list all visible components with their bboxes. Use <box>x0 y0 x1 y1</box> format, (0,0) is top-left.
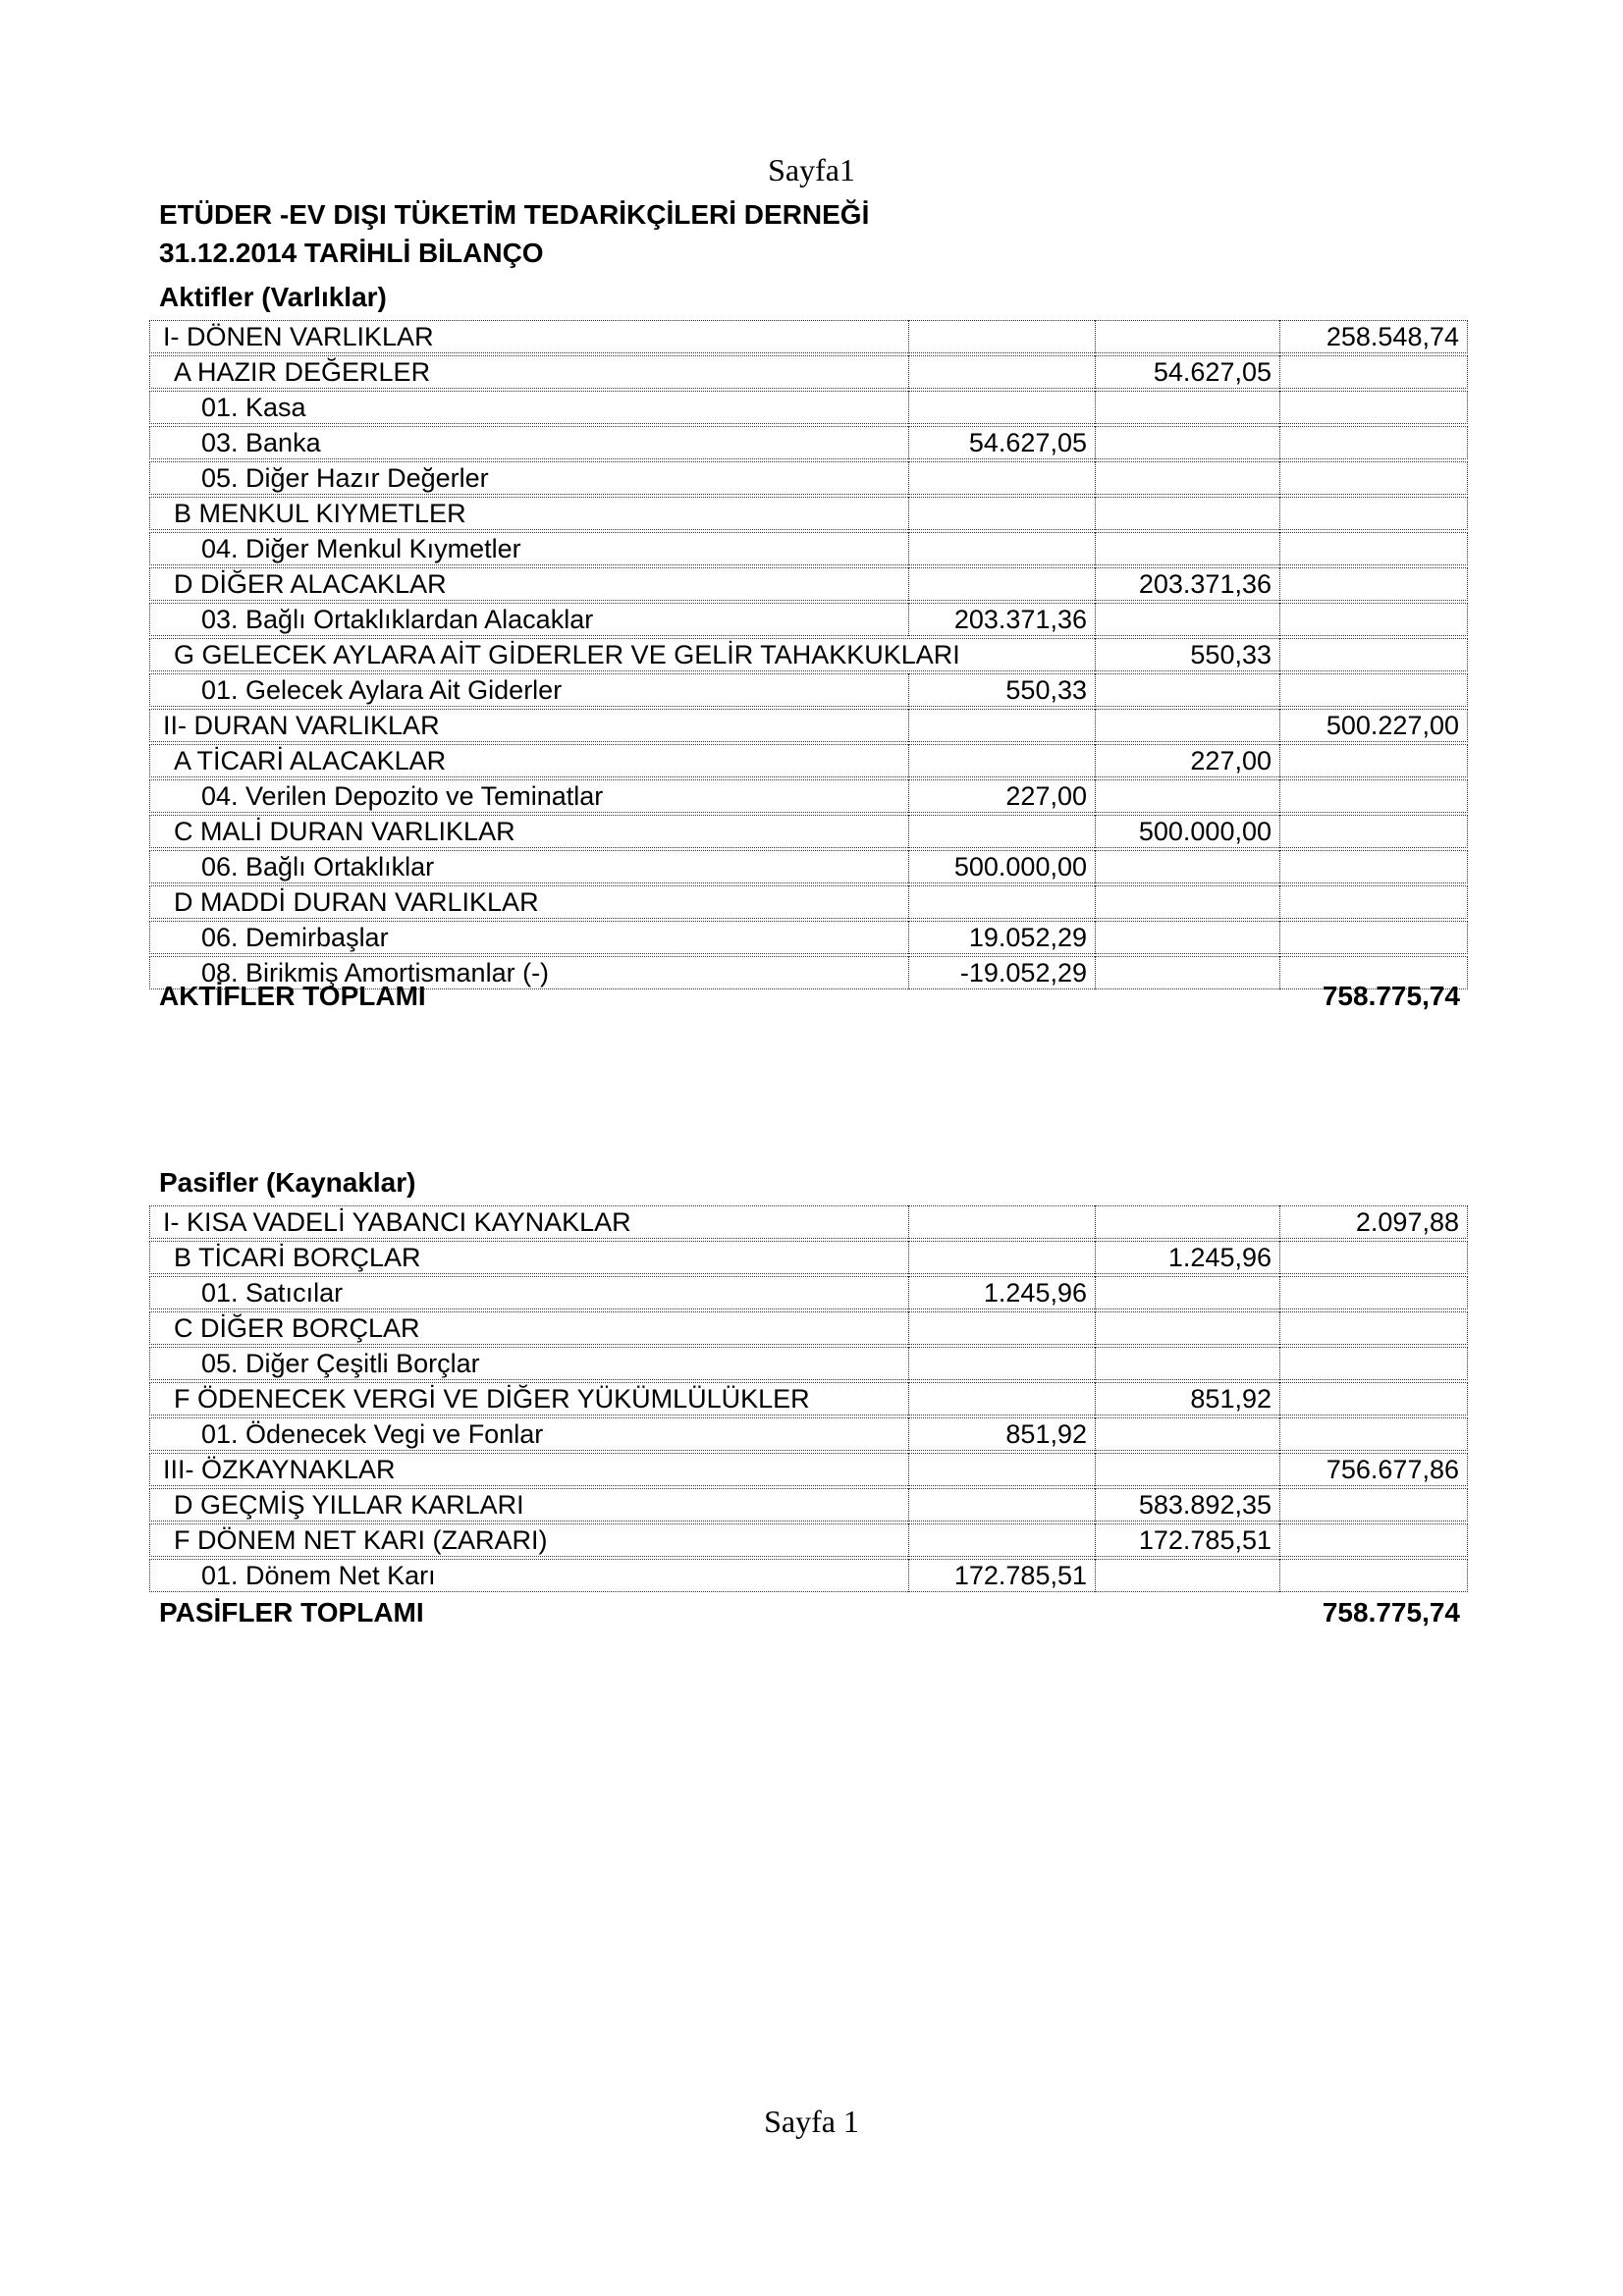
row-label: A TİCARİ ALACAKLAR <box>149 744 908 777</box>
row-label: 01. Gelecek Aylara Ait Giderler <box>149 673 908 707</box>
value-col1: 203.371,36 <box>908 603 1095 636</box>
value-col1: -19.052,29 <box>908 956 1095 989</box>
value-col2 <box>1095 921 1279 954</box>
value-col3: 2.097,88 <box>1279 1205 1468 1239</box>
value-col1 <box>908 567 1095 601</box>
value-col2 <box>1095 779 1279 813</box>
assets-total-label: AKTİFLER TOPLAMI <box>159 981 426 1011</box>
row-label: 03. Bağlı Ortaklıklardan Alacaklar <box>149 603 908 636</box>
table-row <box>149 1241 1468 1274</box>
value-col3 <box>1279 1488 1468 1522</box>
value-col2 <box>1095 1276 1279 1309</box>
row-label: 08. Birikmiş Amortismanlar (-) <box>149 956 908 989</box>
table-row <box>149 1559 1468 1592</box>
value-col1 <box>908 744 1095 777</box>
value-col1 <box>908 1523 1095 1557</box>
value-col3 <box>1279 885 1468 919</box>
value-col3 <box>1279 355 1468 389</box>
table-row <box>149 532 1468 565</box>
row-label: F DÖNEM NET KARI (ZARARI) <box>149 1523 908 1557</box>
value-col3 <box>1279 1417 1468 1451</box>
value-col3 <box>1279 461 1468 495</box>
row-label: 05. Diğer Çeşitli Borçlar <box>149 1347 908 1380</box>
row-label: 01. Dönem Net Karı <box>149 1559 908 1592</box>
value-col2 <box>1095 850 1279 883</box>
value-col1: 19.052,29 <box>908 921 1095 954</box>
value-col2 <box>1095 320 1279 353</box>
value-col1 <box>908 1488 1095 1522</box>
value-col1: 500.000,00 <box>908 850 1095 883</box>
value-col3 <box>1279 1241 1468 1274</box>
table-row <box>149 391 1468 424</box>
value-col3 <box>1279 567 1468 601</box>
value-col2: 172.785,51 <box>1095 1523 1279 1557</box>
assets-section-title: Aktifler (Varlıklar) <box>159 282 387 312</box>
value-col2 <box>1095 673 1279 707</box>
row-label: D DİĞER ALACAKLAR <box>149 567 908 601</box>
value-col3 <box>1279 1276 1468 1309</box>
value-col3 <box>1279 1347 1468 1380</box>
value-col3 <box>1279 1523 1468 1557</box>
table-row <box>149 603 1468 636</box>
table-row <box>149 461 1468 495</box>
value-col1 <box>908 815 1095 848</box>
value-col2: 1.245,96 <box>1095 1241 1279 1274</box>
value-col2: 203.371,36 <box>1095 567 1279 601</box>
table-row <box>149 815 1468 848</box>
value-col1 <box>908 1205 1095 1239</box>
page-number-footer: Sayfa 1 <box>764 2104 859 2139</box>
value-col3 <box>1279 391 1468 424</box>
liabilities-total-label: PASİFLER TOPLAMI <box>159 1597 424 1628</box>
table-row <box>149 1205 1468 1239</box>
value-col1: 172.785,51 <box>908 1559 1095 1592</box>
value-col2 <box>1095 885 1279 919</box>
value-col1: 54.627,05 <box>908 426 1095 459</box>
liabilities-table <box>149 1203 1468 1594</box>
value-col1 <box>908 1347 1095 1380</box>
value-col2 <box>1095 709 1279 742</box>
value-col3 <box>1279 744 1468 777</box>
table-row <box>149 885 1468 919</box>
assets-total-row <box>159 981 1460 1012</box>
value-col2: 550,33 <box>1095 638 1279 671</box>
value-col2 <box>1095 461 1279 495</box>
row-label: F ÖDENECEK VERGİ VE DİĞER YÜKÜMLÜLÜKLER <box>149 1382 908 1415</box>
value-col1 <box>908 1382 1095 1415</box>
value-col1: 851,92 <box>908 1417 1095 1451</box>
value-col1 <box>908 320 1095 353</box>
value-col1 <box>908 532 1095 565</box>
value-col3 <box>1279 779 1468 813</box>
value-col2 <box>1095 1347 1279 1380</box>
table-row <box>149 638 1468 671</box>
page-number-top: Sayfa1 <box>768 152 855 187</box>
table-row <box>149 1417 1468 1451</box>
value-col2: 227,00 <box>1095 744 1279 777</box>
value-col1 <box>908 1241 1095 1274</box>
row-label: 03. Banka <box>149 426 908 459</box>
value-col3 <box>1279 1559 1468 1592</box>
value-col1: 227,00 <box>908 779 1095 813</box>
value-col2: 583.892,35 <box>1095 1488 1279 1522</box>
value-col3: 500.227,00 <box>1279 709 1468 742</box>
row-label: B TİCARİ BORÇLAR <box>149 1241 908 1274</box>
value-col2 <box>1095 1453 1279 1486</box>
assets-table <box>149 318 1468 991</box>
row-label: III- ÖZKAYNAKLAR <box>149 1453 908 1486</box>
table-row <box>149 709 1468 742</box>
value-col3 <box>1279 1382 1468 1415</box>
value-col3 <box>1279 921 1468 954</box>
value-col1: 550,33 <box>908 673 1095 707</box>
table-row <box>149 1488 1468 1522</box>
row-label: D MADDİ DURAN VARLIKLAR <box>149 885 908 919</box>
value-col2: 54.627,05 <box>1095 355 1279 389</box>
table-row <box>149 1311 1468 1345</box>
table-row <box>149 1276 1468 1309</box>
table-row <box>149 355 1468 389</box>
organization-name: ETÜDER -EV DIŞI TÜKETİM TEDARİKÇİLERİ DERNEĞİ <box>159 199 870 230</box>
row-label: I- DÖNEN VARLIKLAR <box>149 320 908 353</box>
value-col2 <box>1095 1417 1279 1451</box>
value-col3 <box>1279 497 1468 530</box>
value-col2: 500.000,00 <box>1095 815 1279 848</box>
liabilities-total-row <box>159 1597 1460 1629</box>
table-row <box>149 497 1468 530</box>
value-col2: 851,92 <box>1095 1382 1279 1415</box>
value-col1 <box>908 1453 1095 1486</box>
value-col3 <box>1279 850 1468 883</box>
assets-table-body <box>149 320 1468 989</box>
value-col1 <box>908 355 1095 389</box>
table-row <box>149 779 1468 813</box>
value-col2 <box>1095 603 1279 636</box>
value-col1 <box>908 391 1095 424</box>
value-col3 <box>1279 815 1468 848</box>
row-label: II- DURAN VARLIKLAR <box>149 709 908 742</box>
row-label: C MALİ DURAN VARLIKLAR <box>149 815 908 848</box>
value-col3 <box>1279 1311 1468 1345</box>
liabilities-total-value: 758.775,74 <box>1322 1597 1460 1628</box>
value-col3 <box>1279 638 1468 671</box>
value-col2 <box>1095 1311 1279 1345</box>
value-col1: 1.245,96 <box>908 1276 1095 1309</box>
liabilities-section-title: Pasifler (Kaynaklar) <box>159 1167 416 1198</box>
liabilities-table-body <box>149 1205 1468 1592</box>
value-col2 <box>1095 532 1279 565</box>
value-col3: 756.677,86 <box>1279 1453 1468 1486</box>
table-row <box>149 1382 1468 1415</box>
row-label: B MENKUL KIYMETLER <box>149 497 908 530</box>
row-label: A HAZIR DEĞERLER <box>149 355 908 389</box>
assets-total-value: 758.775,74 <box>1322 981 1460 1011</box>
row-label: 04. Verilen Depozito ve Teminatlar <box>149 779 908 813</box>
row-label: 06. Demirbaşlar <box>149 921 908 954</box>
value-col2 <box>1095 426 1279 459</box>
table-row <box>149 1347 1468 1380</box>
table-row <box>149 921 1468 954</box>
table-row <box>149 744 1468 777</box>
row-label: 04. Diğer Menkul Kıymetler <box>149 532 908 565</box>
row-label: 06. Bağlı Ortaklıklar <box>149 850 908 883</box>
table-row <box>149 567 1468 601</box>
row-label: I- KISA VADELİ YABANCI KAYNAKLAR <box>149 1205 908 1239</box>
table-row <box>149 1523 1468 1557</box>
value-col1 <box>908 461 1095 495</box>
table-row <box>149 850 1468 883</box>
value-col1 <box>908 1311 1095 1345</box>
row-label: 01. Ödenecek Vegi ve Fonlar <box>149 1417 908 1451</box>
value-col1 <box>908 885 1095 919</box>
row-label: C DİĞER BORÇLAR <box>149 1311 908 1345</box>
value-col3 <box>1279 603 1468 636</box>
value-col2 <box>1095 497 1279 530</box>
table-row <box>149 1453 1468 1486</box>
value-col3 <box>1279 673 1468 707</box>
value-col1 <box>908 709 1095 742</box>
row-label: D GEÇMİŞ YILLAR KARLARI <box>149 1488 908 1522</box>
value-col2 <box>1095 1205 1279 1239</box>
table-row <box>149 673 1468 707</box>
row-label: G GELECEK AYLARA AİT GİDERLER VE GELİR TAHAKKUKLARI <box>149 638 1095 671</box>
value-col3: 258.548,74 <box>1279 320 1468 353</box>
value-col2 <box>1095 391 1279 424</box>
value-col2 <box>1095 1559 1279 1592</box>
value-col3 <box>1279 532 1468 565</box>
row-label: 01. Satıcılar <box>149 1276 908 1309</box>
value-col3 <box>1279 426 1468 459</box>
table-row <box>149 426 1468 459</box>
value-col1 <box>908 497 1095 530</box>
row-label: 05. Diğer Hazır Değerler <box>149 461 908 495</box>
document-title: 31.12.2014 TARİHLİ BİLANÇO <box>159 238 544 268</box>
row-label: 01. Kasa <box>149 391 908 424</box>
table-row <box>149 320 1468 353</box>
